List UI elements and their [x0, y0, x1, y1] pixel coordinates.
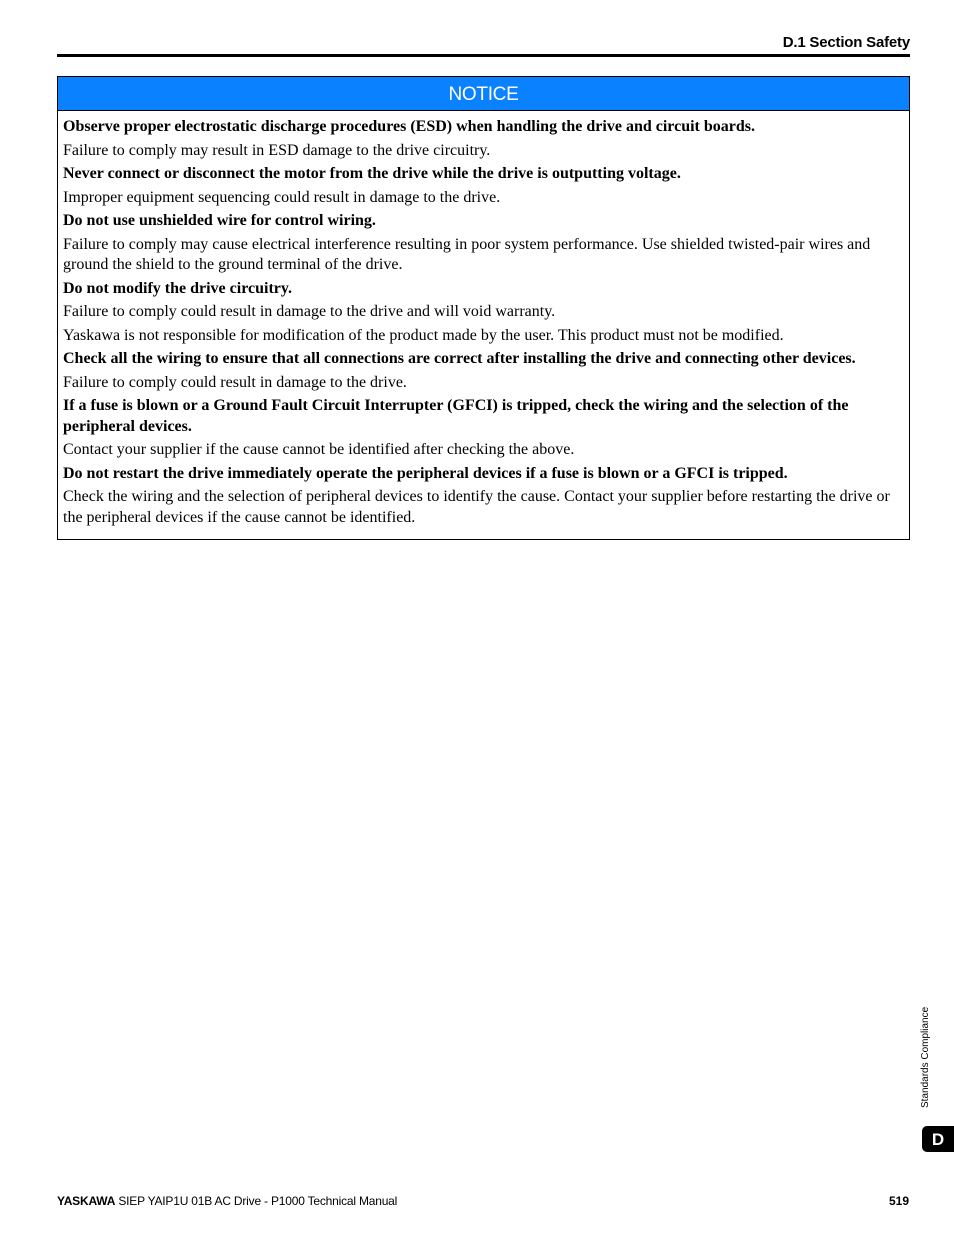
notice-paragraph: Do not use unshielded wire for control wiring. — [63, 212, 376, 229]
page-number: 519 — [888, 1194, 909, 1208]
notice-paragraph: Observe proper electrostatic discharge procedures (ESD) when handling the drive and circuit boards. — [63, 118, 755, 135]
notice-heading: NOTICE — [58, 77, 909, 111]
chapter-tab: D — [922, 1126, 954, 1152]
notice-paragraph: Failure to comply could result in damage to the drive. — [63, 373, 407, 391]
notice-paragraph: Contact your supplier if the cause cannot be identified after checking the above. — [63, 441, 575, 458]
notice-paragraph: If a fuse is blown or a Ground Fault Circuit Interrupter (GFCI) is tripped, check the wiring and the selection of the peripheral devices. — [63, 397, 849, 435]
notice-paragraph: Failure to comply may result in ESD damage to the drive circuitry. — [63, 141, 491, 159]
chapter-side-label: Standards Compliance — [920, 1006, 931, 1108]
notice-body — [58, 111, 909, 539]
notice-box — [57, 76, 910, 540]
notice-paragraph: Improper equipment sequencing could result in damage to the drive. — [63, 188, 501, 206]
footer-manual-name: SIEP YAIP1U 01B AC Drive - P1000 Technical Manual — [115, 1194, 398, 1208]
notice-paragraph: Check all the wiring to ensure that all connections are correct after installing the drive and connecting other devices. — [63, 350, 856, 367]
notice-paragraph: Check the wiring and the selection of peripheral devices to identify the cause. Contact your supplier before restarting the drive or the peripheral devices if the cause cannot be identified. — [63, 488, 890, 526]
notice-paragraph: Do not modify the drive circuitry. — [63, 279, 293, 297]
footer-manual-title — [57, 1194, 397, 1208]
notice-paragraph: Failure to comply may cause electrical interference resulting in poor system performance. Use shielded twisted-pair wires and ground the shield to the ground terminal of the drive. — [63, 235, 871, 273]
footer-brand: YASKAWA — [57, 1194, 116, 1208]
header-rule — [57, 54, 910, 57]
notice-paragraph: Failure to comply could result in damage to the drive and will void warranty. — [63, 303, 556, 320]
section-title: D.1 Section Safety — [782, 34, 910, 51]
notice-paragraph: Never connect or disconnect the motor from the drive while the drive is outputting voltage. — [63, 165, 681, 182]
notice-paragraph: Do not restart the drive immediately operate the peripheral devices if a fuse is blown or a GFCI is tripped. — [63, 464, 788, 482]
notice-paragraph: Yaskawa is not responsible for modification of the product made by the user. This product must not be modified. — [63, 326, 784, 344]
